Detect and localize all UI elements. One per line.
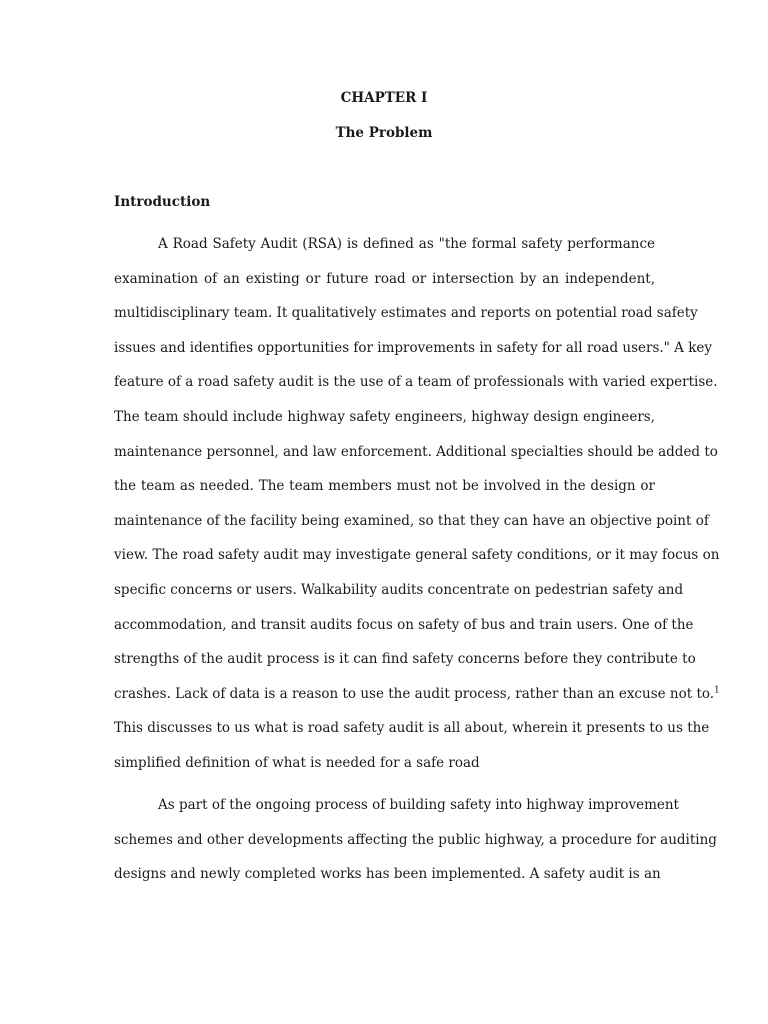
paragraph-2 <box>114 797 717 901</box>
paragraph-line: strengths of the audit process is it can find safety concerns before they contribute to <box>114 651 696 668</box>
paragraph-line: A Road Safety Audit (RSA) is defined as "the formal safety performance <box>158 236 655 252</box>
paragraph-1 <box>114 236 720 790</box>
paragraph-line: The team should include highway safety engineers, highway design engineers, <box>114 408 655 425</box>
paragraph-line: the team as needed. The team members must not be involved in the design or <box>114 478 655 495</box>
paragraph-line: As part of the ongoing process of building safety into highway improvement <box>158 797 679 813</box>
paragraph-line: This discusses to us what is road safety audit is all about, wherein it presents to us the <box>114 720 710 737</box>
paragraph-line: feature of a road safety audit is the use of a team of professionals with varied expertise. <box>114 374 718 391</box>
footnote-marker: 1 <box>714 685 720 696</box>
paragraph-line: schemes and other developments affecting the public highway, a procedure for auditing <box>114 831 717 848</box>
paragraph-line: designs and newly completed works has been implemented. A safety audit is an <box>114 866 661 883</box>
paragraph-line: specific concerns or users. Walkability audits concentrate on pedestrian safety and <box>114 581 684 598</box>
paragraph-line: issues and identifies opportunities for improvements in safety for all road users." A key <box>114 339 713 356</box>
paragraph-line: simplified definition of what is needed for a safe road <box>114 754 480 771</box>
chapter-label: CHAPTER I <box>340 90 428 106</box>
paragraph-line: examination of an existing or future road or intersection by an independent, <box>114 270 655 287</box>
paragraph-line: multidisciplinary team. It qualitatively estimates and reports on potential road safety <box>114 305 698 322</box>
section-heading: Introduction <box>114 194 211 210</box>
paragraph-line: view. The road safety audit may investigate general safety conditions, or it may focus on <box>114 547 720 564</box>
chapter-title: The Problem <box>335 125 433 141</box>
paragraph-line-with-footnote <box>114 685 720 721</box>
paragraph-line-text: crashes. Lack of data is a reason to use the audit process, rather than an excuse not to. <box>114 685 715 702</box>
paragraph-line: accommodation, and transit audits focus on safety of bus and train users. One of the <box>114 616 694 633</box>
paragraph-line: maintenance personnel, and law enforcement. Additional specialties should be added to <box>114 443 718 460</box>
paragraph-line: maintenance of the facility being examined, so that they can have an objective point of <box>114 512 709 529</box>
